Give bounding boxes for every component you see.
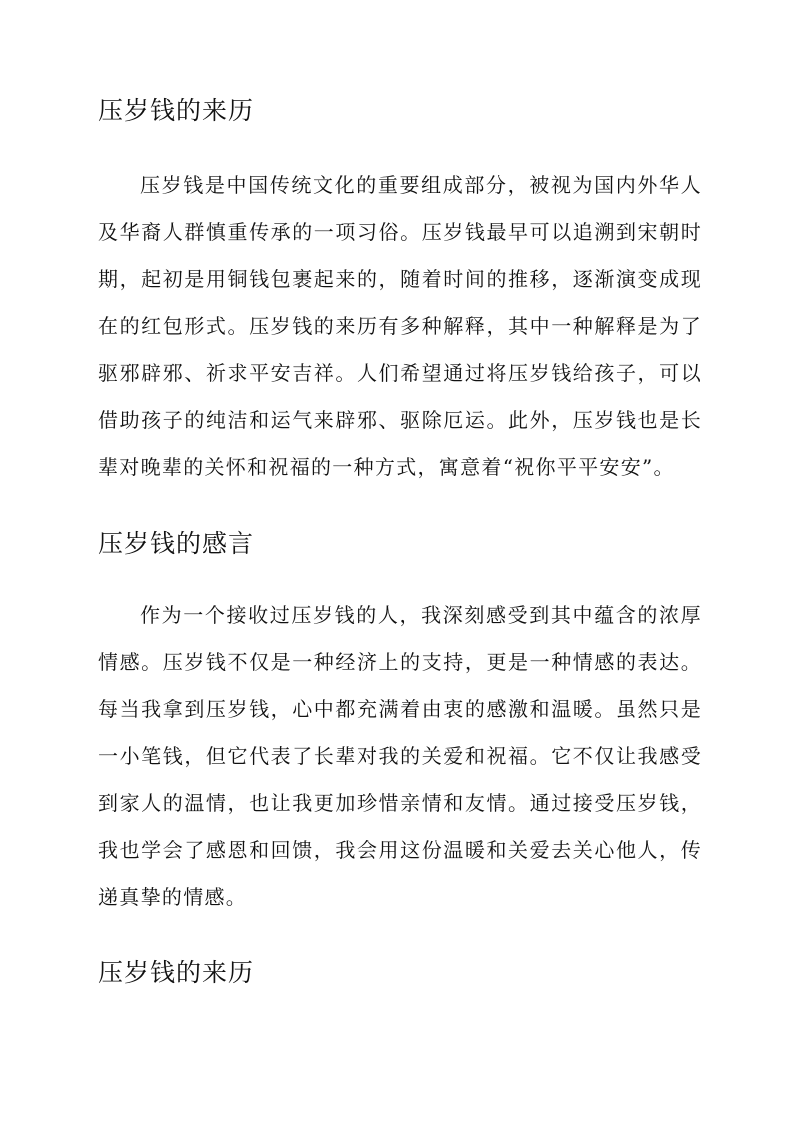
section-heading-origin: 压岁钱的来历 xyxy=(98,96,255,125)
section-heading-origin-repeat: 压岁钱的来历 xyxy=(98,958,255,987)
section-heading-reflection: 压岁钱的感言 xyxy=(98,529,255,558)
section-paragraph-reflection: 作为一个接收过压岁钱的人，我深刻感受到其中蕴含的浓厚情感。压岁钱不仅是一种经济上的支持，更是一种情感的表达。每当我拿到压岁钱，心中都充满着由衷的感激和温暖。虽然只是一小笔钱，但它代表了长辈对我的关爱和祝福。它不仅让我感受到家人的温情，也让我更加珍惜亲情和友情。通过接受压岁钱，我也学会了感恩和回馈，我会用这份温暖和关爱去关心他人，传递真挚的情感。 xyxy=(98,603,702,909)
section-paragraph-origin: 压岁钱是中国传统文化的重要组成部分，被视为国内外华人及华裔人群慎重传承的一项习俗。压岁钱最早可以追溯到宋朝时期，起初是用铜钱包裹起来的，随着时间的推移，逐渐演变成现在的红包形式。压岁钱的来历有多种解释，其中一种解释是为了驱邪辟邪、祈求平安吉祥。人们希望通过将压岁钱给孩子，可以借助孩子的纯洁和运气来辟邪、驱除厄运。此外，压岁钱也是长辈对晚辈的关怀和祝福的一种方式，寓意着“祝你平平安安”。 xyxy=(98,173,702,479)
